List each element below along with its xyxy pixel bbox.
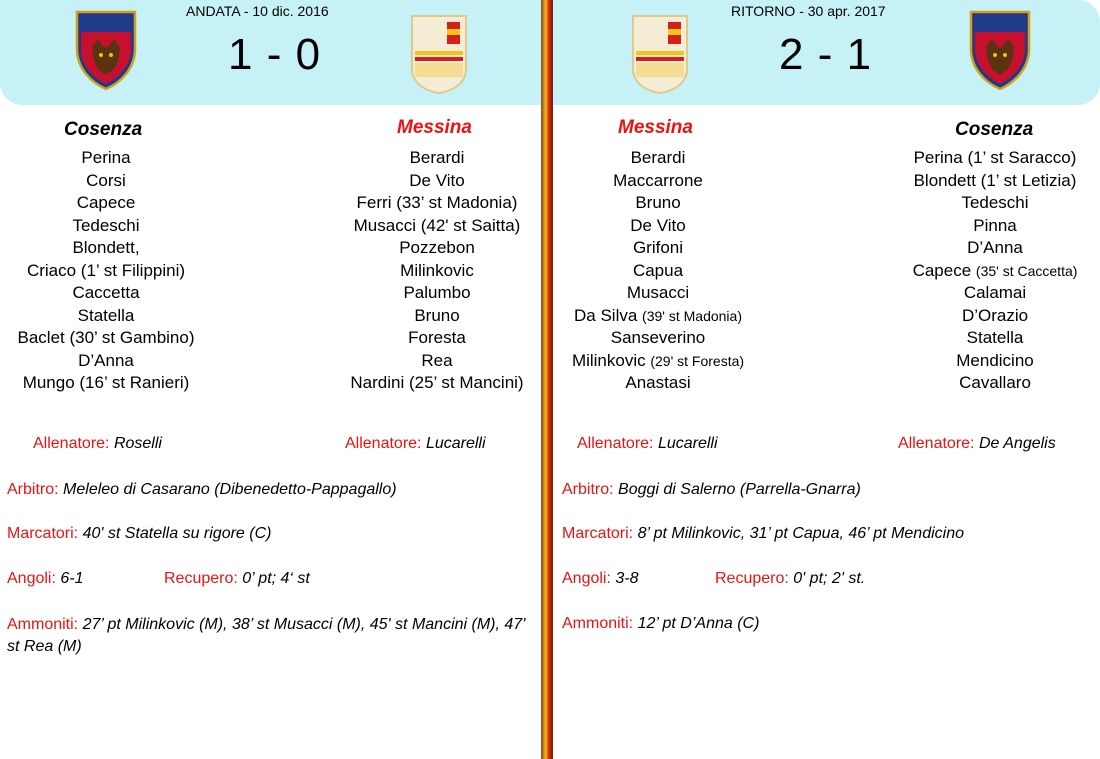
player: Musacci (626, 283, 690, 302)
player: De Vito (409, 170, 465, 190)
ritorno-referee (562, 481, 861, 499)
scorers-label: Marcatori: (562, 525, 634, 542)
ritorno-label: RITORNO - 30 apr. 2017 (731, 3, 886, 19)
ritorno-home-team: Messina (618, 117, 693, 138)
player: Palumbo (403, 283, 471, 302)
player: Blondett, (72, 238, 140, 257)
coach-name: Lucarelli (425, 435, 486, 452)
player: Mungo (16’ st Ranieri) (22, 373, 190, 392)
scorers-value: 40' st Statella su rigore (C) (82, 525, 272, 542)
player: Tedeschi (961, 193, 1029, 212)
player: Corsi (86, 170, 126, 190)
andata-scorers (7, 525, 271, 543)
coach-name: Roselli (113, 435, 162, 452)
player: Rea (421, 350, 453, 370)
andata-corners (7, 570, 84, 588)
coach-label: Allenatore: (33, 435, 110, 452)
coach-label: Allenatore: (577, 435, 654, 452)
player: Foresta (408, 328, 466, 347)
ritorno-score: 2 - 1 (779, 30, 873, 79)
player: Sanseverino (610, 328, 706, 347)
coach-name: De Angelis (978, 435, 1056, 452)
player: D’Anna (967, 238, 1023, 257)
andata-referee (7, 481, 397, 499)
andata-home-lineup (0, 147, 246, 395)
stoppage-value: 0’ pt; 4‘ st (242, 570, 310, 587)
ritorno-away-team: Cosenza (955, 119, 1034, 140)
player: De Vito (630, 215, 686, 235)
messina-crest-icon (630, 13, 690, 100)
andata-home-team: Cosenza (64, 119, 143, 140)
cosenza-crest-icon (74, 9, 138, 96)
andata-stoppage (164, 570, 310, 588)
player: Grifoni (632, 238, 684, 257)
player: Ferri (33’ st Madonia) (356, 193, 518, 212)
ritorno-home-coach (577, 435, 718, 453)
referee-value: Boggi di Salerno (Parrella-Gnarra) (618, 481, 861, 498)
bookings-label: Ammoniti: (562, 615, 634, 632)
player: Milinkovic (29' st Foresta) (571, 350, 745, 370)
player: Da Silva (39' st Madonia) (574, 305, 742, 325)
andata-bookings (7, 614, 527, 658)
ritorno-panel (553, 0, 1100, 759)
andata-label: ANDATA - 10 dic. 2016 (186, 3, 329, 19)
player: Mendicino (956, 350, 1034, 370)
ritorno-bookings (562, 615, 759, 633)
andata-away-coach (345, 435, 486, 453)
bookings-value: 12’ pt D’Anna (C) (637, 615, 760, 632)
player: Capece (76, 193, 136, 212)
player: Tedeschi (72, 215, 140, 235)
coach-label: Allenatore: (345, 435, 422, 452)
corners-value: 6-1 (60, 570, 84, 587)
corners-label: Angoli: (7, 570, 56, 587)
stoppage-label: Recupero: (164, 570, 238, 587)
corners-label: Angoli: (562, 570, 611, 587)
corners-value: 3-8 (615, 570, 639, 587)
player: Capece (35' st Caccetta) (912, 260, 1078, 280)
player: Capua (632, 260, 684, 280)
referee-value: Meleleo di Casarano (Dibenedetto-Pappagallo) (63, 481, 397, 498)
player: Statella (77, 305, 135, 325)
player: Perina (81, 148, 131, 167)
player: Baclet (30’ st Gambino) (17, 328, 195, 347)
player: Perina (1’ st Saracco) (913, 148, 1077, 167)
player: Statella (966, 328, 1024, 347)
andata-home-coach (33, 435, 162, 453)
coach-name: Lucarelli (657, 435, 718, 452)
player: Calamai (963, 283, 1027, 302)
referee-label: Arbitro: (562, 481, 614, 498)
player: Nardini (25’ st Mancini) (350, 373, 524, 392)
andata-score: 1 - 0 (228, 30, 322, 79)
player: Berardi (409, 148, 465, 167)
ritorno-scorers (562, 525, 964, 543)
player: Musacci (42' st Saitta) (353, 215, 521, 235)
player: Pozzebon (399, 238, 475, 257)
referee-label: Arbitro: (7, 481, 59, 498)
player: Bruno (414, 305, 460, 325)
bookings-value: 27’ pt Milinkovic (M), 38’ st Musacci (M), 45' st Mancini (M), 47' st Rea (M) (7, 616, 526, 655)
player: D’Anna (78, 350, 134, 370)
ritorno-corners (562, 570, 639, 588)
player: Maccarrone (613, 170, 703, 190)
ritorno-home-lineup (518, 147, 798, 395)
bookings-label: Ammoniti: (7, 616, 79, 633)
andata-panel (0, 0, 547, 759)
ritorno-away-lineup (855, 147, 1100, 395)
player: Caccetta (72, 283, 140, 302)
stoppage-label: Recupero: (715, 570, 789, 587)
player: Blondett (1’ st Letizia) (913, 170, 1077, 190)
ritorno-stoppage (715, 570, 865, 588)
scorers-value: 8’ pt Milinkovic, 31’ pt Capua, 46’ pt Mendicino (637, 525, 964, 542)
player: Pinna (973, 215, 1017, 235)
player: Berardi (630, 148, 686, 167)
coach-label: Allenatore: (898, 435, 975, 452)
scorers-label: Marcatori: (7, 525, 79, 542)
player: D’Orazio (961, 305, 1029, 325)
player: Bruno (635, 193, 681, 212)
cosenza-crest-icon (968, 9, 1032, 96)
ritorno-away-coach (898, 435, 1056, 453)
player: Criaco (1’ st Filippini) (26, 260, 186, 280)
andata-away-team: Messina (397, 117, 472, 138)
stoppage-value: 0' pt; 2' st. (793, 570, 866, 587)
messina-crest-icon (409, 13, 469, 100)
player: Cavallaro (959, 373, 1031, 392)
player: Milinkovic (400, 260, 474, 280)
player: Anastasi (625, 373, 691, 392)
